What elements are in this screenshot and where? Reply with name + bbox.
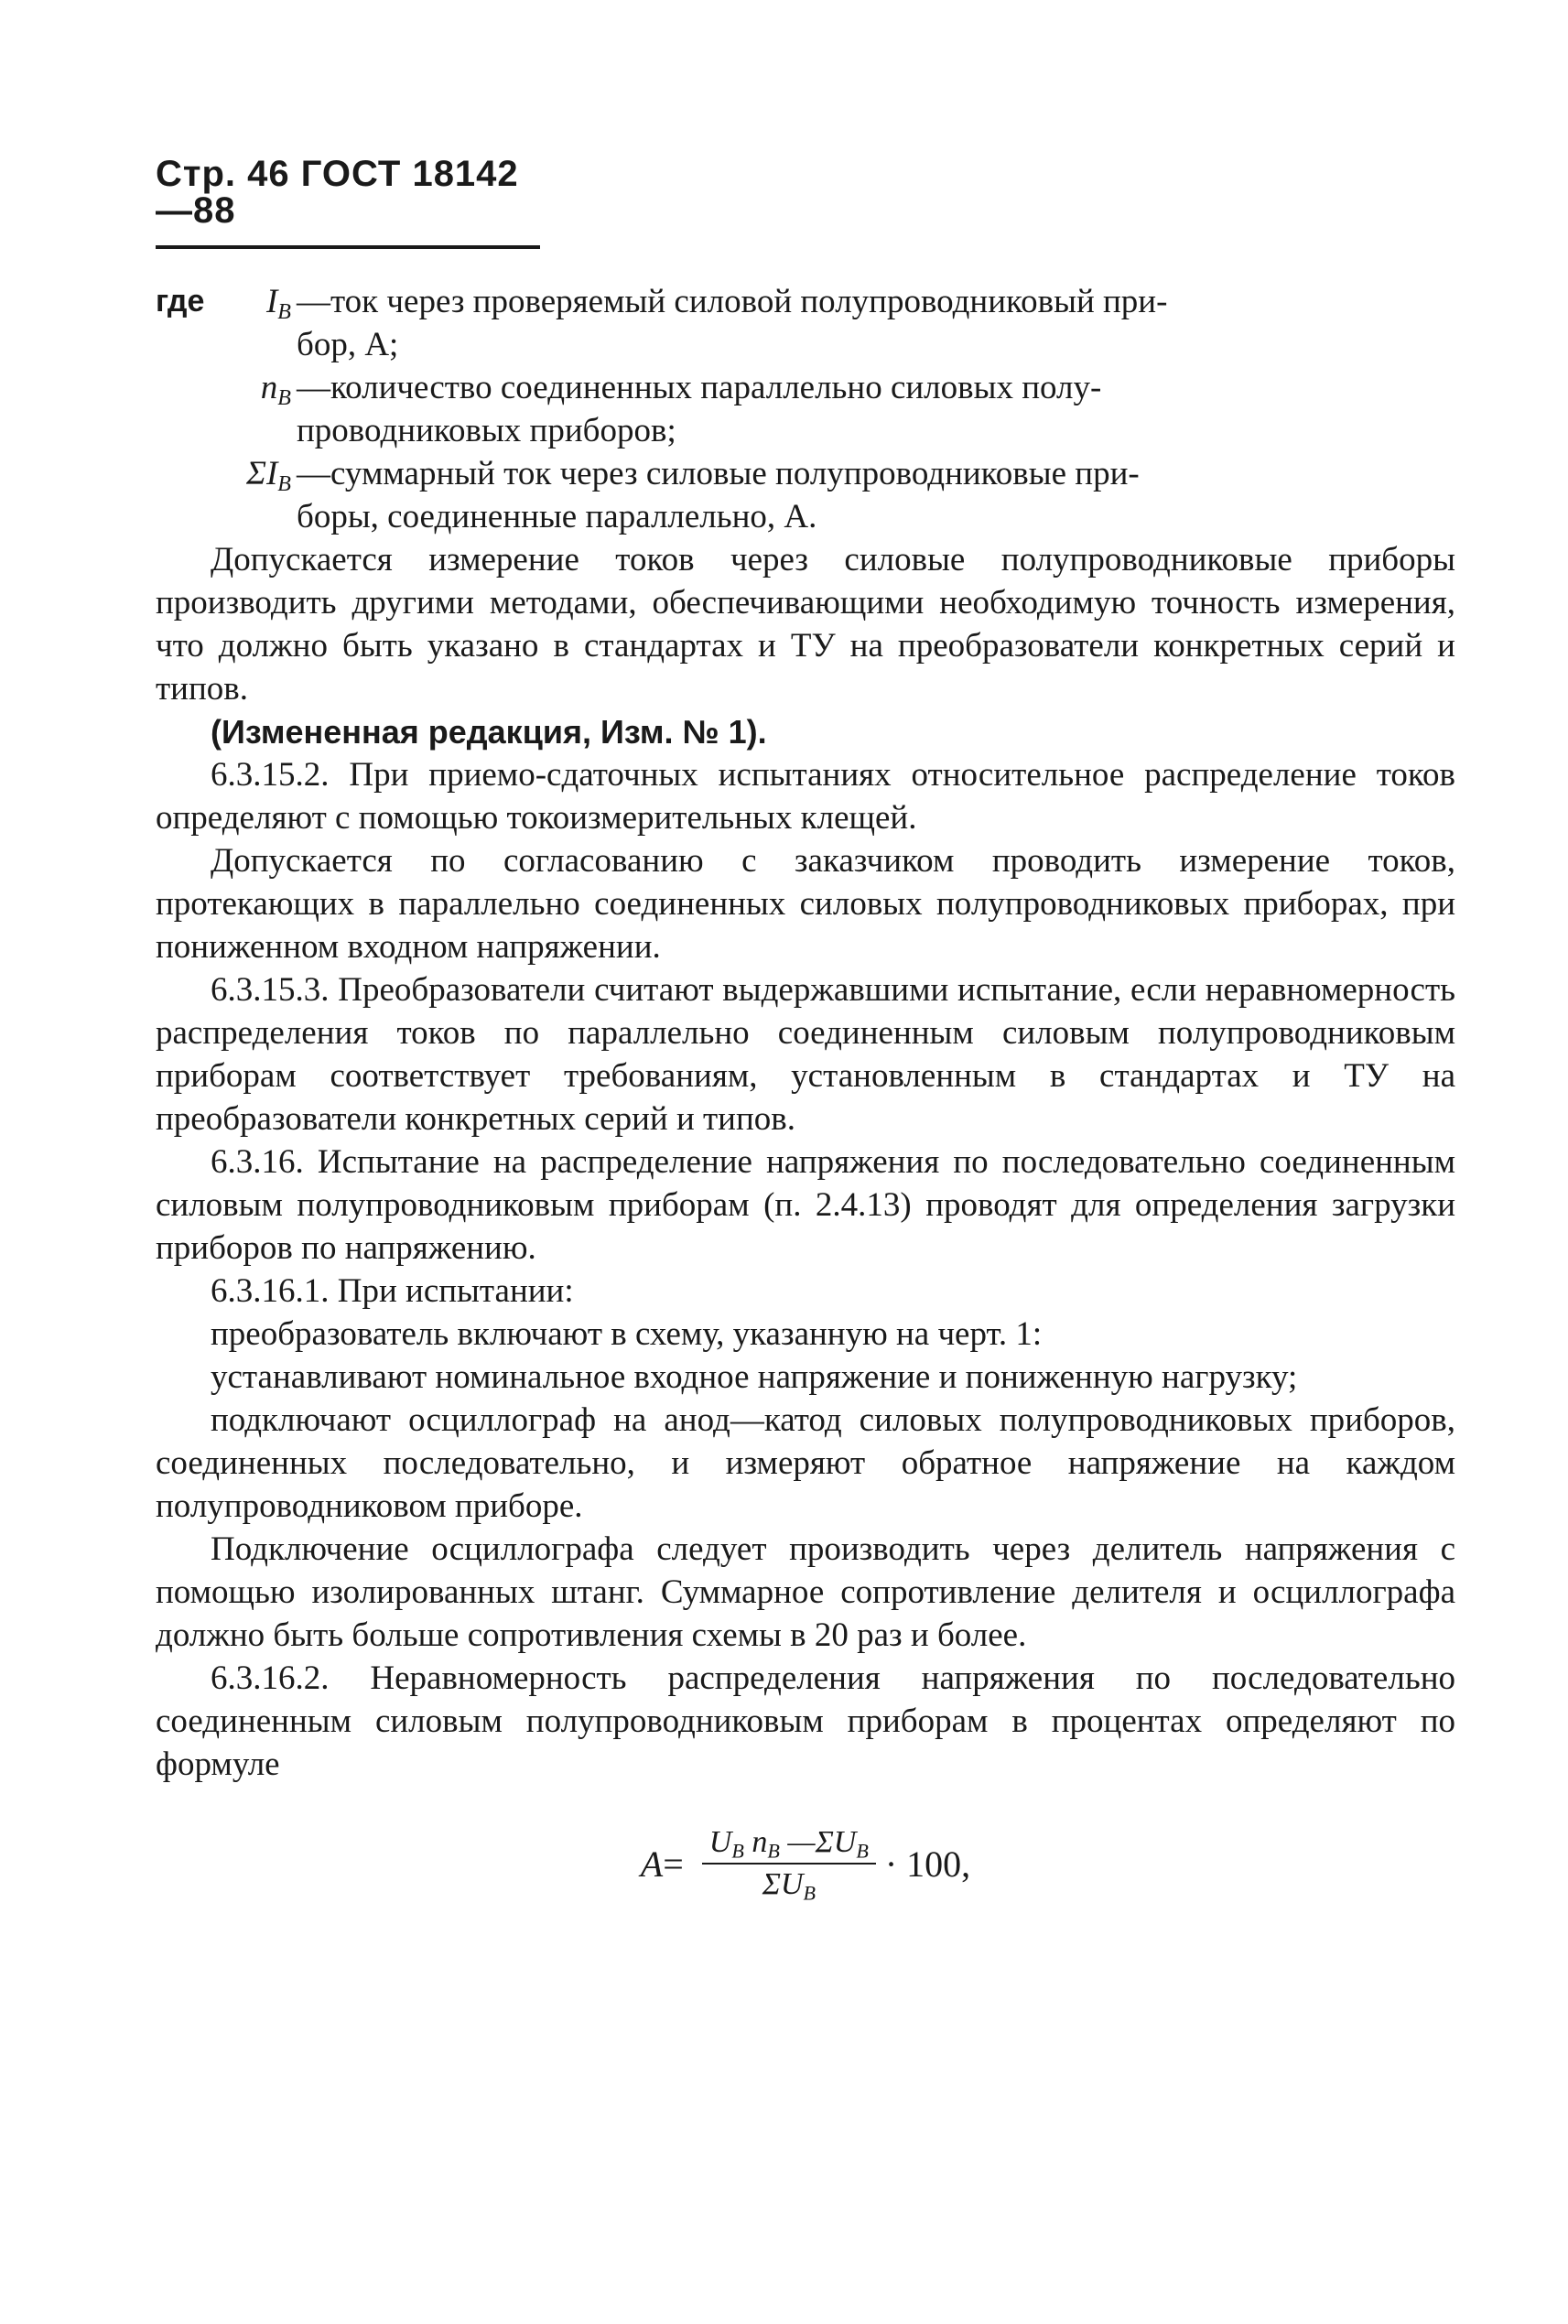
document-page	[156, 156, 1455, 2261]
definition-symbol: $n_B$	[260, 369, 291, 411]
definition-text: —ток через проверяемый силовой полупроводниковый при-	[297, 283, 1168, 320]
paragraph-6-3-15-2: 6.3.15.2. При приемо-сдаточных испытаниях относительное распределение токов определяют с помощью токоизмерительных клещей.	[156, 756, 1455, 837]
formula-multiplier: · 100,	[884, 1843, 971, 1885]
definition-text-continuation: бор, А;	[297, 326, 399, 363]
amendment-note: (Измененная редакция, Изм. № 1).	[211, 713, 767, 751]
paragraph-6-3-15-3: 6.3.15.3. Преобразователи считают выдержавшими испытание, если неравномерность распределения токов по параллельно соединенным силовым полупроводниковым приборам соответствует требованиям, установленным в стандартах и ТУ на преобразователи конкретных серий и типов.	[156, 971, 1455, 1138]
paragraph: Подключение осциллографа следует производить через делитель напряжения с помощью изолированных штанг. Суммарное сопротивление делителя и осциллографа должно быть больше сопротивления схемы в 20 раз и более.	[156, 1530, 1455, 1654]
formula-fraction	[702, 1822, 876, 1905]
definition-text-continuation: боры, соединенные параллельно, А.	[297, 498, 817, 535]
definition-symbol: $I_B$	[265, 283, 291, 325]
definition-row	[156, 452, 1455, 538]
symbol-definitions	[156, 280, 1455, 538]
definition-body	[297, 452, 1455, 538]
page-header-title: Стр. 46 ГОСТ 18142—88	[156, 154, 519, 231]
definition-body	[297, 280, 1455, 366]
definition-symbol: $\Sigma I_B$	[245, 455, 291, 497]
paragraph-6-3-16: 6.3.16. Испытание на распределение напряжения по последовательно соединенным силовым полупроводниковым приборам (п. 2.4.13) проводят для определения загрузки приборов по напряжению.	[156, 1143, 1455, 1267]
definition-text: —количество соединенных параллельно силовых полу-	[297, 369, 1102, 406]
document-body	[156, 280, 1455, 1905]
definition-body	[297, 366, 1455, 452]
paragraph: Допускается измерение токов через силовые полупроводниковые приборы производить другими методами, обеспечивающими необходимую точность измерения, что должно быть указано в стандартах и ТУ на преобразователи конкретных серий и типов.	[156, 541, 1455, 708]
definition-text-continuation: проводниковых приборов;	[297, 412, 676, 449]
page-header	[156, 156, 540, 249]
formula-numerator: $U_B$ $n_B$ $—\Sigma U_B$	[702, 1822, 876, 1865]
definition-lead: где	[156, 284, 205, 319]
definition-row	[156, 280, 1455, 366]
formula	[156, 1822, 1455, 1905]
list-item: подключают осциллограф на анод—катод силовых полупроводниковых приборов, соединенных последовательно, и измеряют обратное напряжение на каждом полупроводниковом приборе.	[156, 1401, 1455, 1525]
formula-denominator: $\Sigma U_B$	[762, 1867, 816, 1905]
definition-text: —суммарный ток через силовые полупроводниковые при-	[297, 455, 1140, 492]
definition-row	[156, 366, 1455, 452]
paragraph-6-3-16-2: 6.3.16.2. Неравномерность распределения напряжения по последовательно соединенным силовым полупроводниковым приборам в процентах определяют по формуле	[156, 1659, 1455, 1783]
paragraph-6-3-16-1: 6.3.16.1. При испытании:	[211, 1272, 574, 1310]
paragraph: Допускается по согласованию с заказчиком проводить измерение токов, протекающих в параллельно соединенных силовых полупроводниковых приборах, при пониженном входном напряжении.	[156, 842, 1455, 966]
formula-lhs: A=	[640, 1843, 684, 1885]
list-item: устанавливают номинальное входное напряжение и пониженную нагрузку;	[211, 1358, 1298, 1396]
list-item: преобразователь включают в схему, указанную на черт. 1:	[211, 1315, 1043, 1353]
